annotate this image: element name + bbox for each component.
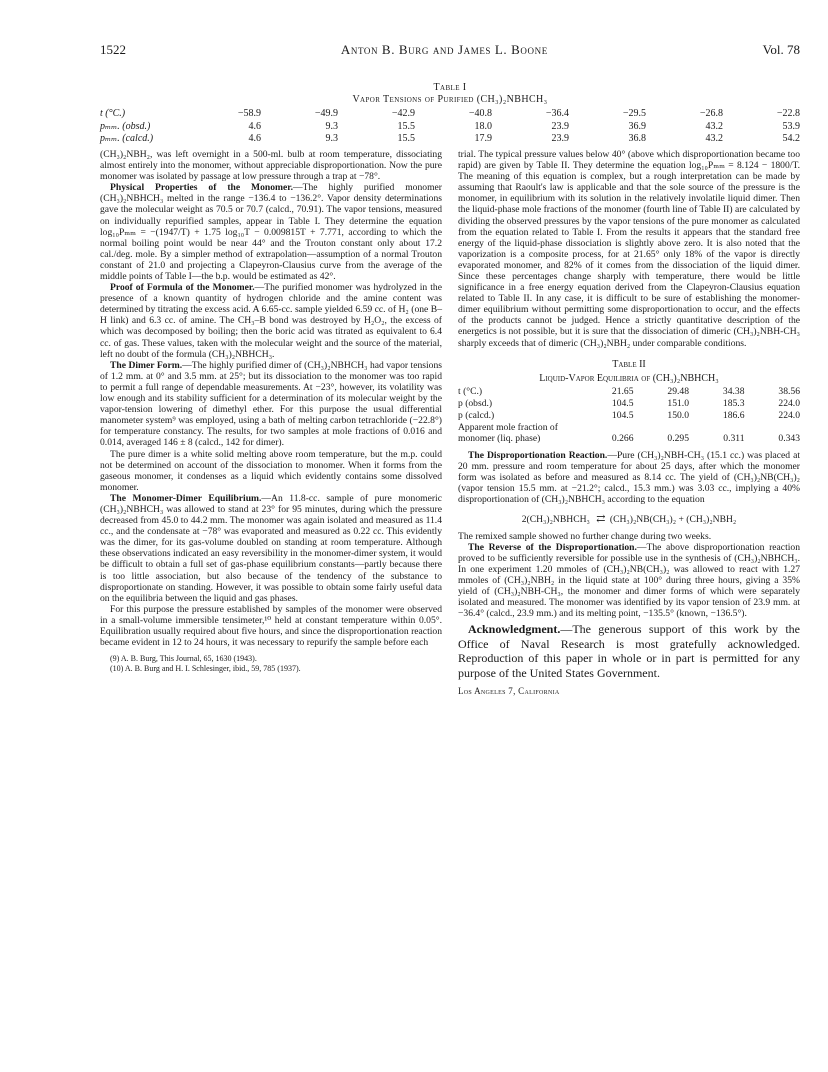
row-label: pₘₘ. (calcd.) [100, 133, 154, 145]
table-cell: 17.9 [474, 133, 492, 145]
table-cell: 36.9 [628, 120, 646, 132]
paragraph: For this purpose the pressure established by samples of the monomer were observed in a small-volume immersible tensimeter,¹⁰ held at constant temperature within 0.05°. Equilibration usually required about five hours, and since the disproportionation reaction became evident in 12 to 24 hours, it was necessary to repurify the sample before each [100, 603, 442, 649]
paragraph: The Disproportionation Reaction.—Pure (CH₃)₂NBH-CH₃ (15.1 cc.) was placed at 20 mm. pressure and room temperature for about 25 days, after which the monomer form was isolated as before and measured as 8.14 cc. The yield of (CH₃)₂NB(CH₃)₂ (vapor tension 15.5 mm. at −21.2°; calcd., 15.3 mm.) was 3.03 cc., implying a 40% disproportionation of (CH₃)₂NBHCH₃ according to the equation [458, 450, 800, 506]
table-cell: 4.6 [248, 133, 261, 145]
table-cell: −29.5 [622, 107, 646, 119]
row-label: t (°C.) [458, 386, 483, 398]
affiliation-signature: Los Angeles 7, California [458, 686, 560, 697]
paragraph: Proof of Formula of the Monomer.—The purified monomer was hydrolyzed in the presence of a known quantity of hydrogen chloride and the amine content was determined by titrating the excess acid. A 6.65-cc. sample yielded 6.59 cc. of H₂ (one B–H link) and 6.3 cc. of amine. The CH₃–B bond was destroyed by H₂O₂, the excess of which was decomposed by boiling; then the boric acid was titrated as equivalent to 6.4 cc. of gas. These values, taken with the molecular weight and the source of the material, left no doubt of the formula (CH₃)₂NBHCH₃. [100, 282, 442, 360]
table2 [458, 386, 800, 444]
table1-caption: Table I [433, 82, 467, 93]
table-cell: −26.8 [699, 107, 723, 119]
table-cell: 9.3 [325, 133, 338, 145]
table-cell: 43.2 [705, 133, 723, 145]
paragraph: The pure dimer is a white solid melting above room temperature, but the m.p. could not be determined on account of the dissociation to monomer. When it forms from the gaseous monomer, it condenses as a liquid which evidently contains some dissolved monomer. [100, 448, 442, 493]
table-cell: −42.9 [391, 107, 415, 119]
paragraph: Physical Properties of the Monomer.—The highly purified monomer (CH₃)₂NBHCH₃ melted in the range −136.4 to −136.2°. Vapor density determinations gave the molecular weight as 70.5 or 70.7 (calcd., 70.91). The vapor tensions, measured on individually repurified samples, appear in Table I. They determine the equation log₁₀Pₘₘ = −(1947/T) + 1.75 log₁₀T − 0.009815T + 7.771, according to which the normal boiling point would be near 44° and the Trouton constant only about 17.2 cal./deg. mole. By a simpler method of extrapolation—assumption of a normal Trouton constant of 21.0 and projecting a Clapeyron-Clausius curve from the average of the middle points of Table I—the b.p. would be estimated as 42°. [100, 182, 442, 282]
table-cell: 4.6 [248, 120, 261, 132]
section-heading: Physical Properties of the Monomer. [110, 182, 294, 194]
table-cell: −49.9 [314, 107, 338, 119]
table-row [100, 120, 800, 133]
footnotes [100, 654, 442, 674]
table-cell: 104.5 [611, 398, 634, 410]
equilibrium-arrow-icon: ⇄ [596, 512, 604, 525]
footnote-9: (9) A. B. Burg, This Journal, 65, 1630 (1943). [110, 654, 257, 664]
table-cell: 15.5 [397, 120, 415, 132]
disproportionation-equation [458, 514, 800, 525]
table-row [100, 132, 800, 145]
paragraph: (CH₃)₂NBH₂, was left overnight in a 500-ml. bulb at room temperature, dissociating almost entirely into the monomer, without appreciable disproportionation. Now the pure monomer was isolated by passage at low pressure through a trap at −78°. [100, 148, 442, 183]
equation-left: 2(CH₃)₂NBHCH₃ [521, 513, 590, 525]
table-cell: 0.295 [667, 432, 689, 444]
table-cell: 34.38 [722, 386, 745, 398]
table-row [458, 410, 800, 422]
section-heading: The Reverse of the Disproportionation. [468, 541, 637, 553]
table-cell: 54.2 [782, 133, 800, 145]
table-row [100, 107, 800, 120]
table-cell: −22.8 [776, 107, 800, 119]
section-heading: Acknowledgment. [468, 622, 561, 637]
table-cell: 151.0 [667, 398, 689, 410]
row-label: pₘₘ. (obsd.) [100, 120, 151, 132]
row-label: t (°C.) [100, 107, 126, 119]
paragraph: The remixed sample showed no further change during two weeks. [458, 530, 712, 542]
row-label: Apparent mole fraction of monomer (liq. phase) [458, 421, 558, 444]
table-cell: 23.9 [551, 133, 569, 145]
table-cell: 18.0 [474, 120, 492, 132]
left-column [100, 149, 442, 697]
table-cell: −40.8 [468, 107, 492, 119]
table-cell: −36.4 [545, 107, 569, 119]
section-heading: The Monomer-Dimer Equilibrium. [110, 492, 262, 504]
table-cell: 23.9 [551, 120, 569, 132]
right-column [458, 149, 800, 697]
table-row [458, 386, 800, 398]
running-head-authors: Anton B. Burg and James L. Boone [340, 42, 548, 57]
table2-caption: Table II [612, 358, 646, 370]
page-header [100, 44, 800, 62]
row-label: p (obsd.) [458, 398, 493, 410]
table-cell: 21.65 [611, 386, 634, 398]
section-heading: The Disproportionation Reaction. [468, 450, 608, 462]
table-cell: 0.266 [611, 432, 634, 444]
section-heading: Proof of Formula of the Monomer. [110, 282, 255, 294]
table-cell: 224.0 [778, 410, 800, 422]
footnote-10: (10) A. B. Burg and H. I. Schlesinger, ibid., 59, 785 (1937). [110, 664, 301, 674]
table-cell: 36.8 [628, 133, 646, 145]
table-cell: −58.9 [237, 107, 261, 119]
table-cell: 150.0 [667, 410, 689, 422]
paragraph: The Dimer Form.—The highly purified dimer of (CH₃)₂NBHCH₃ had vapor tensions of 1.2 mm. at 0° and 3.5 mm. at 25°; but its dissociation to the monomer was too rapid to permit a full range of dependable measurements. At −23°, however, its volatility was low enough and its stability sufficient for a determination of its molecular weight by the vapor-tension lowering of dimethyl ether. For this purpose the usual differential manometer system⁹ was employed, using a bath of melting carbon tetrachloride (−22.8°) for temperature constancy. The results, for two samples at mole fractions of 0.016 and 0.014, averaged 146 ± 8 (calcd., 142 for dimer). [100, 359, 442, 449]
table1 [100, 107, 800, 145]
table2-title: Liquid-Vapor Equilibria of (CH₃)₂NBHCH₃ [539, 372, 719, 384]
table-cell: 0.343 [778, 432, 800, 444]
two-column-body [100, 149, 800, 697]
page-number: 1522 [100, 42, 126, 57]
table-cell: 186.6 [722, 410, 745, 422]
section-heading: The Dimer Form. [110, 359, 183, 371]
table-cell: 29.48 [667, 386, 689, 398]
table-cell: 53.9 [782, 120, 800, 132]
table-cell: 0.311 [723, 432, 745, 444]
row-label: p (calcd.) [458, 410, 495, 422]
table-cell: 9.3 [325, 120, 338, 132]
paragraph: The Monomer-Dimer Equilibrium.—An 11.8-cc. sample of pure monomeric (CH₃)₂NBHCH₃ was allowed to stand at 23° for 95 minutes, during which the pressure decreased from 45.0 to 44.2 mm. The monomer was again isolated and measured as 11.4 cc., and the condensate at −78° was evaporated and measured as 0.22 cc. This evidently was the dimer, for its gas-volume doubled on standing at room temperature. Although these observations indicated an easy reversibility in the monomer-dimer system, it would be difficult to obtain a full set of gas-phase equilibrium constants—partly because there is too little association, but also because of the tendency of the substance to disproportionate on standing. However, it was possible to obtain some fairly useful data on the equilibria between the liquid and gas phases. [100, 492, 442, 604]
table-cell: 15.5 [397, 133, 415, 145]
table-cell: 43.2 [705, 120, 723, 132]
table-row [458, 422, 800, 444]
table-cell: 224.0 [778, 398, 800, 410]
volume-label: Vol. 78 [762, 42, 800, 57]
paragraph: The Reverse of the Disproportionation.—The above disproportionation reaction proved to be sufficiently reversible for possible use in the synthesis of (CH₃)₂NBHCH₃. In one experiment 1.20 mmoles of (CH₃)₂NB(CH₃)₂ was allowed to react with 1.27 mmoles of (CH₃)₂NBH₂ in the liquid state at 100° during three hours, giving a 35% yield of (CH₃)₂NBH-CH₃, the monomer and dimer forms of which were separately isolated and measured. The monomer was identified by its vapor tension of 23.9 mm. at −36.4° (calcd., 23.9 mm.) and its melting point, −135.5° (known, −136.5°). [458, 541, 800, 620]
table-cell: 104.5 [611, 410, 634, 422]
equation-right: (CH₃)₂NB(CH₃)₂ + (CH₃)₂NBH₂ [609, 513, 737, 525]
table-row [458, 398, 800, 410]
table-cell: 38.56 [778, 386, 800, 398]
table-cell: 185.3 [722, 398, 745, 410]
acknowledgment: Acknowledgment.—The generous support of this work by the Office of Naval Research is most gratefully acknowledged. Reproduction of this paper in whole or in part is permitted for any purpose of the United States Government. [458, 622, 800, 680]
paragraph: trial. The typical pressure values below 40° (above which disproportionation became too rapid) are given by Table II. They determine the equation log₁₀Pₘₘ = 8.124 − 1800/T. The meaning of this equation is complex, but a rough interpretation can be made by assuming that Raoult's law is applicable and that the sole source of the pressure is the monomer, in equilibrium with its solution in the relatively involatile liquid dimer. Then the liquid-phase mole fractions of the monomer (fourth line of Table II) are calculated by dividing the observed pressures by the vapor tensions of the pure monomer as calculated from the equation related to Table I. From the results it appears that the standard free energy of the liquid-phase dissociation is slightly above zero. It is also noted that the vaporization is a composite process, for at 21.65° only 18% of the vapor is directly evaporated monomer, and 82% of it comes from the dissociation of the liquid dimer. Since these percentages change sharply with temperature, there would be little significance in a free energy equation derived from the Clapeyron-Clausius equation related to Table II. In any case, it is difficult to be sure of establishing the monomer-dimer equilibrium without permitting some disproportionation to occur, and the effects of the products cannot be judged. Hence a strictly quantitative description of the energetics is not possible, but it is sure that the dissociation of dimeric (CH₃)₂NBH-CH₃ sharply exceeds that of dimeric (CH₃)₂NBH₂ under comparable conditions. [458, 148, 800, 349]
table1-title: Vapor Tensions of Purified (CH₃)₂NBHCH₃ [352, 94, 548, 106]
